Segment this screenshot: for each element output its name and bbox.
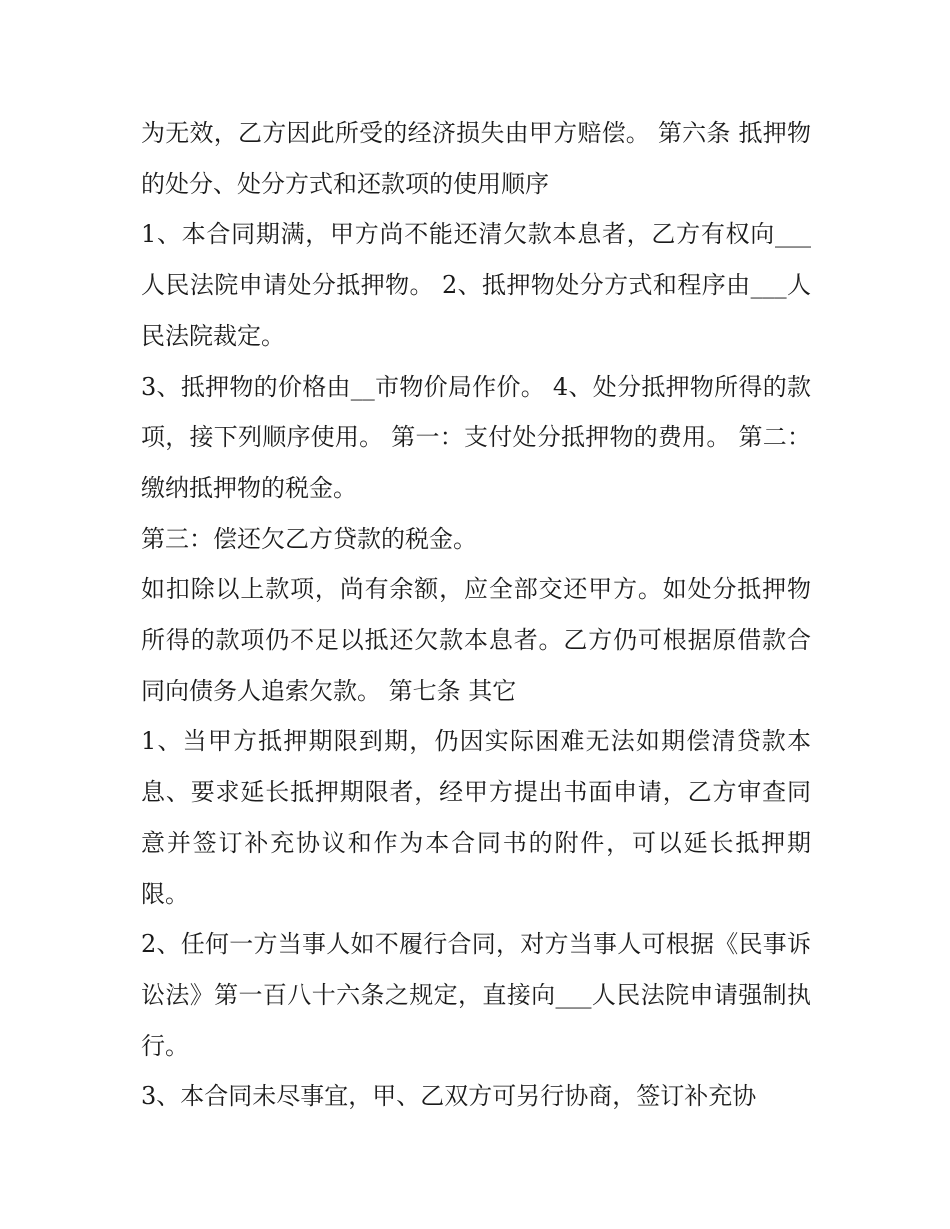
paragraph-2: 1、本合同期满，甲方尚不能还清欠款本息者，乙方有权向___人民法院申请处分抵押物。 2、抵押物处分方式和程序由___人民法院裁定。 [141, 220, 811, 350]
paragraph-6: 1、当甲方抵押期限到期，仍因实际困难无法如期偿清贷款本息、要求延长抵押期限者，经甲方提出书面申请，乙方审查同意并签订补充协议和作为本合同书的附件，可以延长抵押期限。 [141, 727, 811, 908]
paragraph-1: 为无效，乙方因此所受的经济损失由甲方赔偿。 第六条 抵押物的处分、处分方式和还款项的使用顺序 [141, 119, 811, 198]
paragraph-5: 如扣除以上款项，尚有余额，应全部交还甲方。如处分抵押物所得的款项仍不足以抵还欠款本息者。乙方仍可根据原借款合同向债务人追索欠款。 第七条 其它 [141, 575, 811, 705]
paragraph-4: 第三：偿还欠乙方贷款的税金。 [141, 524, 477, 553]
paragraph-8: 3、本合同未尽事宜，甲、乙双方可另行协商，签订补充协 [141, 1082, 757, 1111]
paragraph-7: 2、任何一方当事人如不履行合同，对方当事人可根据《民事诉讼法》第一百八十六条之规定，直接向___人民法院申请强制执行。 [141, 930, 811, 1060]
document-body [141, 108, 811, 1122]
paragraph-3: 3、抵押物的价格由__市物价局作价。 4、处分抵押物所得的款项，接下列顺序使用。 第一：支付处分抵押物的费用。 第二：缴纳抵押物的税金。 [141, 372, 811, 502]
